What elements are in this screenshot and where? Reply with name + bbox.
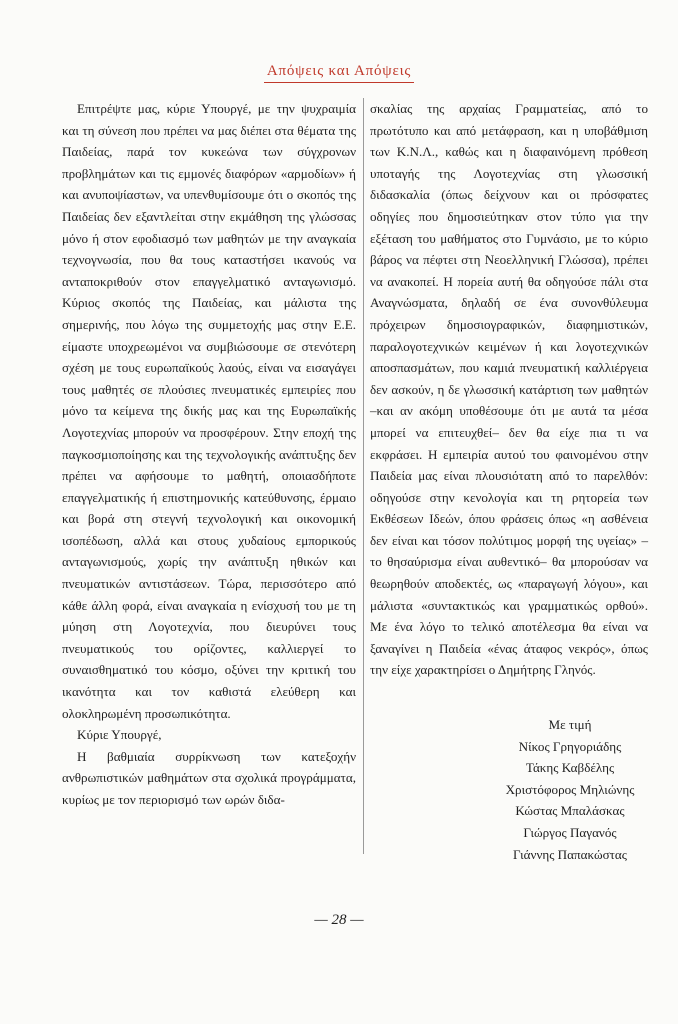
running-head-title: Απόψεις και Απόψεις (264, 63, 414, 83)
signatory-name: Γιάννης Παπακώστας (513, 846, 627, 862)
signatory-name: Τάκης Καβδέλης (525, 760, 615, 776)
signatory-name: Νίκος Γρηγοριάδης (518, 738, 622, 754)
paragraph-reduction: Η βαθμιαία συρρίκνωση των κατεξοχήν ανθρωπιστικών μαθημάτων στα σχολικά προγράμματα, κυρίως με τον περιορισμό των ωρών διδα- (62, 748, 356, 807)
signature-block (470, 714, 670, 865)
running-head (0, 62, 678, 83)
page-number: — 28 — (314, 912, 364, 928)
signatory-name: Κώστας Μπαλάσκας (515, 803, 625, 819)
signatory-name: Χριστόφορος Μηλιώνης (505, 781, 635, 797)
paragraph-continuation: σκαλίας της αρχαίας Γραμματείας, από το πρωτότυπο και από μετάφραση, και η υποβάθμιση των Κ.Ν.Λ., καθώς και η διαφαινόμενη πρόθεση υποταγής της Λογοτεχνίας στη γλωσσική διδασκαλία (όπως δείχνουν και οι πρόσφατες οδηγίες που δημοσιεύτηκαν στον τύπο για την εξέταση του μαθήματος στο Γυμνάσιο, με το κύριο βάρος να πέφτει στη Νεοελληνική Γλώσσα), πρέπει να ανακοπεί. Η πορεία αυτή θα οδηγούσε πάλι στα Αναγνώσματα, δηλαδή σε ένα συνονθύλευμα πρόχειρων δημοσιογραφικών, διαφημιστικών, παραλογοτεχνικών κειμένων ή και λογοτεχνικών αποσπασμάτων, που καμιά πνευματική καλλιέργεια δεν ασκούν, η δε γλωσσική κατάρτιση των μαθητών –και αν ακόμη υποθέσουμε ότι με αυτά τα μέσα μπορεί να επιτευχθεί– δεν θα είχε πια τι να εκφράσει. Η εμπειρία αυτού του φαινομένου στην Παιδεία μας είναι πλουσιότατη από το παρελθόν: οδηγούσε στην κενολογία και τη ρητορεία των Εκθέσεων Ιδεών, όπου φράσεις όπως «η ασθένεια δεν είναι και τόσον πολύτιμος μορφή της υγείας» –το θησαύρισμα είναι αυθεντικό– θα μπορούσαν να θεωρηθούν αποδεκτές, ως «παραγωγή λόγου», και μάλιστα «συντακτικώς και γραμματικώς ορθού». Με ένα λόγο το τελικό αποτέλεσμα θα είναι να ξαναγίνει η Παιδεία «ένας άταφος νεκρός», όπως την είχε χαρακτηρίσει ο Δημήτρης Γληνός. (370, 101, 648, 678)
paragraph-salutation: Κύριε Υπουργέ, (77, 727, 162, 743)
column-divider (363, 98, 364, 854)
paragraph-intro: Επιτρέψτε μας, κύριε Υπουργέ, με την ψυχραιμία και τη σύνεση που πρέπει να μας διέπει στα θέματα της Παιδείας, παρά τον κυκεώνα των σύγχρονων προβλημάτων και τις εμμονές διαφόρων «αρμοδίων» ή και ανυποψίαστων, να υπενθυμίσουμε ότι ο σκοπός της Παιδείας δεν εξαντλείται στην εκμάθηση της γλώσσας μόνο ή στον εφοδιασμό των μαθητών με την αναγκαία τεχνογνωσία, που θα τους καταστήσει ικανούς να ανταποκριθούν στον επαγγελματικό ανταγωνισμό. Κύριος σκοπός της Παιδείας, και μάλιστα της σημερινής, που λόγω της συμμετοχής μας στην Ε.Ε. είμαστε υποχρεωμένοι να συμβιώσουμε σε στενότερη σχέση με τους ευρωπαϊκούς λαούς, είναι να εισαγάγει τους μαθητές σε πλούσιες πνευματικές εμπειρίες που μόνο τα κείμενα της δικής μας και της Ευρωπαϊκής Λογοτεχνίας μπορούν να προσφέρουν. Στην εποχή της παγκοσμιοποίησης και της τεχνολογικής ανάπτυξης δεν πρέπει να αφήσουμε το μαθητή, οποιασδήποτε επαγγελματικής ή επιστημονικής κατεύθυνσης, έρμαιο και βορά στη στεγνή τεχνολογική και οικονομική ισοπέδωση, αλλά και στους χυδαίους εμπορικούς ανταγωνισμούς, χωρίς την ανάπτυξη ηθικών και πνευματικών αντιστάσεων. Τώρα, περισσότερο από κάθε άλλη φορά, είναι αναγκαία η ενίσχυσή του με τη μύηση στη Λογοτεχνία, που διευρύνει τους πνευματικούς του ορίζοντες, καλλιεργεί το συναισθηματικό του κόσμο, οξύνει την κριτική του ικανότητα και τον καθιστά ελεύθερη και ολοκληρωμένη προσωπικότητα. (62, 101, 356, 721)
left-column (62, 98, 356, 811)
signatory-name: Γιώργος Παγανός (523, 824, 617, 840)
closing-salutation: Με τιμή (548, 717, 592, 732)
right-column (370, 98, 648, 681)
